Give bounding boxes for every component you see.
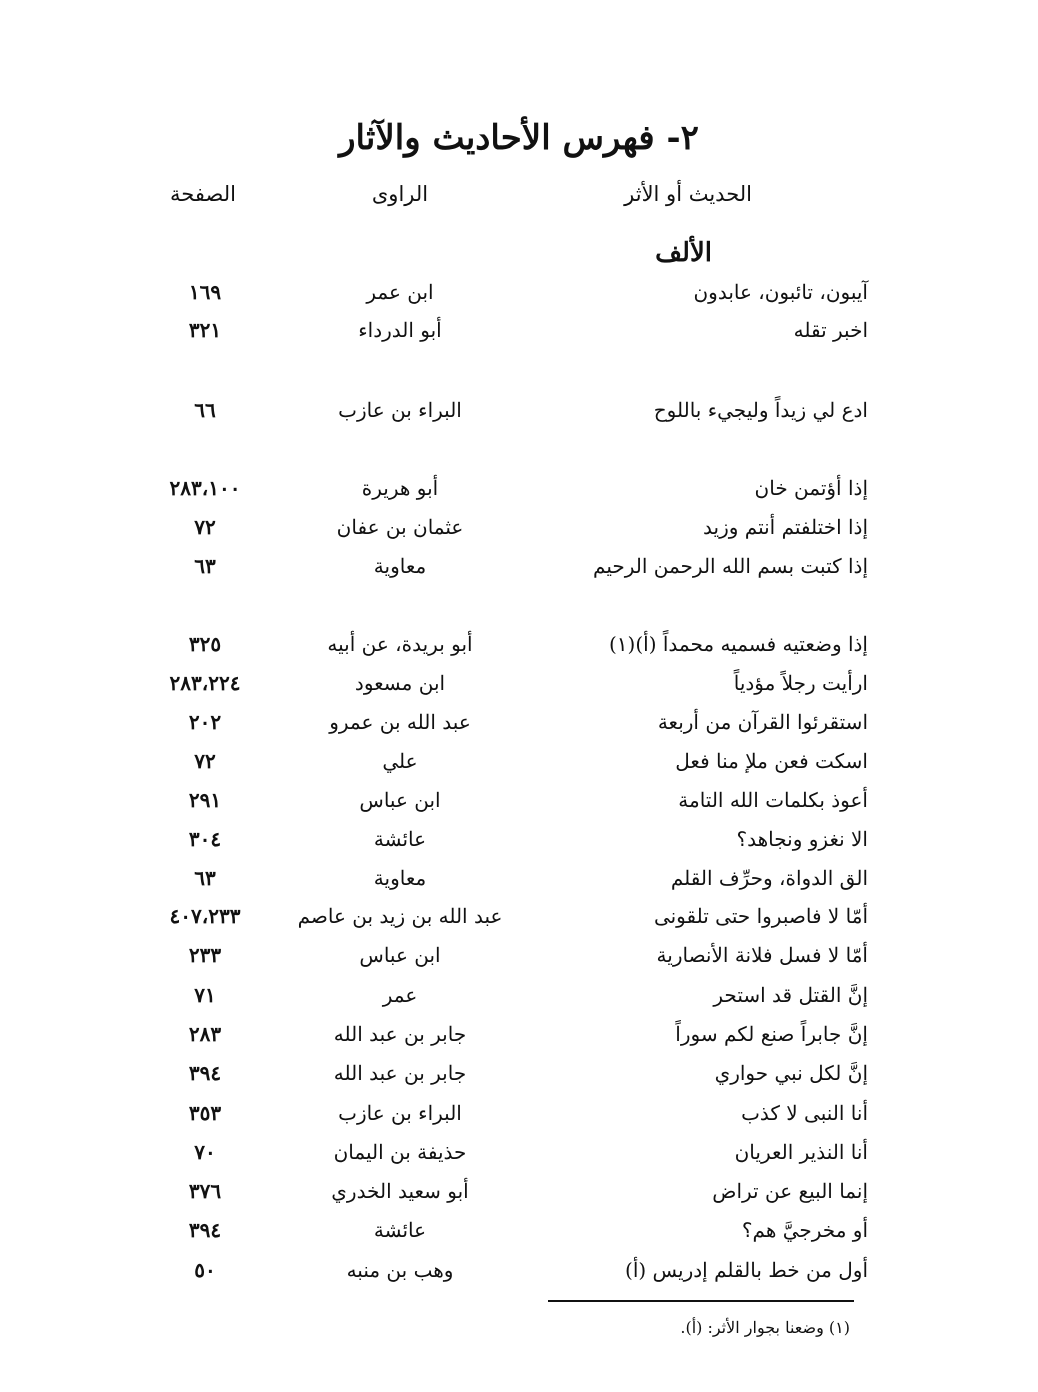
hadith-text: الق الدواة، وحرِّف القلم xyxy=(670,866,868,890)
table-row xyxy=(0,710,1038,744)
hadith-text: آيبون، تائبون، عابدون xyxy=(693,280,868,304)
table-row xyxy=(0,1179,1038,1213)
rawi-name: أبو هريرة xyxy=(361,476,439,500)
table-row xyxy=(0,515,1038,549)
page-number: ١٦٩ xyxy=(188,280,222,304)
rawi-name: أبو الدرداء xyxy=(358,318,442,342)
rawi-name: عبد الله بن زيد بن عاصم xyxy=(297,904,503,928)
hadith-text: اسكت فعن ملإ منا فعل xyxy=(675,749,868,773)
page-number: ٢٠٢ xyxy=(188,710,222,734)
page-number: ٦٦ xyxy=(194,398,216,422)
table-row xyxy=(0,1101,1038,1135)
hadith-text: اخبر تقله xyxy=(793,318,868,342)
page-number: ٣٩٤ xyxy=(188,1061,222,1085)
table-row xyxy=(0,983,1038,1017)
page-number: ٣٢٥ xyxy=(188,632,222,656)
hadith-text: إذا كتبت بسم الله الرحمن الرحيم xyxy=(593,554,868,578)
hadith-text: إذا وضعتيه فسميه محمداً (أ)(١) xyxy=(608,632,868,656)
rawi-name: ابن عمر xyxy=(366,280,434,304)
hadith-text: إذا اختلفتم أنتم وزيد xyxy=(703,515,868,539)
hadith-text: أمّا لا فسل فلانة الأنصارية xyxy=(656,943,868,967)
hadith-text: إنَّ جابراً صنع لكم سوراً xyxy=(675,1022,868,1046)
table-row xyxy=(0,904,1038,938)
rawi-name: البراء بن عازب xyxy=(338,398,462,422)
table-row xyxy=(0,943,1038,977)
hadith-text: أو مخرجيَّ هم؟ xyxy=(741,1218,868,1242)
section-heading: الألف xyxy=(655,238,712,268)
table-row xyxy=(0,671,1038,705)
footnote-rule xyxy=(548,1300,854,1302)
page-number: ٣٠٤ xyxy=(188,827,222,851)
rawi-name: أبو سعيد الخدري xyxy=(331,1179,469,1203)
table-row xyxy=(0,554,1038,588)
rawi-name: جابر بن عبد الله xyxy=(333,1061,467,1085)
table-row xyxy=(0,632,1038,666)
table-row xyxy=(0,866,1038,900)
hadith-text: ارأيت رجلاً مؤدياً xyxy=(733,671,868,695)
footnote: (١) وضعنا بجوار الأثر: (أ). xyxy=(680,1318,850,1337)
page-number: ٧١ xyxy=(194,983,216,1007)
column-header-page: الصفحة xyxy=(170,182,236,206)
page-number: ٧٢ xyxy=(194,749,216,773)
hadith-text: إذا أؤتمن خان xyxy=(754,476,868,500)
table-row xyxy=(0,827,1038,861)
table-row xyxy=(0,1061,1038,1095)
hadith-text: أنا النبى لا كذب xyxy=(741,1101,868,1125)
rawi-name: البراء بن عازب xyxy=(338,1101,462,1125)
table-row xyxy=(0,788,1038,822)
page-number: ٢٣٣ xyxy=(188,943,222,967)
table-row xyxy=(0,1022,1038,1056)
hadith-text: إنما البيع عن تراض xyxy=(712,1179,868,1203)
hadith-text: إنَّ لكل نبي حواري xyxy=(714,1061,868,1085)
table-row xyxy=(0,1218,1038,1252)
table-row xyxy=(0,1140,1038,1174)
hadith-text: الا نغزو ونجاهد؟ xyxy=(736,827,868,851)
hadith-text: إنَّ القتل قد استحر xyxy=(713,983,868,1007)
hadith-text: أول من خط بالقلم إدريس (أ) xyxy=(625,1258,868,1282)
rawi-name: ابن عباس xyxy=(359,943,441,967)
rawi-name: ابن عباس xyxy=(359,788,441,812)
table-row xyxy=(0,476,1038,510)
page-number: ٣٧٦ xyxy=(188,1179,222,1203)
page-number: ٧٠ xyxy=(194,1140,216,1164)
rawi-name: حذيفة بن اليمان xyxy=(333,1140,467,1164)
table-row xyxy=(0,318,1038,352)
page-number: ٤٠٧،٢٣٣ xyxy=(169,904,241,928)
rawi-name: معاوية xyxy=(373,554,427,578)
page-number: ٦٣ xyxy=(194,866,216,890)
page-number: ٢٨٣،١٠٠ xyxy=(169,476,241,500)
page-number: ٢٩١ xyxy=(188,788,222,812)
table-row xyxy=(0,1258,1038,1292)
column-header-rawi: الراوى xyxy=(371,182,429,206)
table-row xyxy=(0,749,1038,783)
rawi-name: جابر بن عبد الله xyxy=(333,1022,467,1046)
page-title: ٢- فهرس الأحاديث والآثار xyxy=(339,118,699,158)
hadith-text: ادع لي زيداً وليجيء باللوح xyxy=(653,398,868,422)
rawi-name: عثمان بن عفان xyxy=(336,515,464,539)
page-number: ٢٨٣ xyxy=(188,1022,222,1046)
rawi-name: علي xyxy=(382,749,418,773)
table-row xyxy=(0,280,1038,314)
page-number: ٣٩٤ xyxy=(188,1218,222,1242)
page-number: ٦٣ xyxy=(194,554,216,578)
page-number: ٧٢ xyxy=(194,515,216,539)
rawi-name: عبد الله بن عمرو xyxy=(329,710,471,734)
table-row xyxy=(0,398,1038,432)
hadith-text: أنا النذير العريان xyxy=(734,1140,868,1164)
page-number: ٣٢١ xyxy=(188,318,222,342)
page-number: ٢٨٣،٢٢٤ xyxy=(169,671,241,695)
hadith-text: أمّا لا فاصبروا حتى تلقونى xyxy=(653,904,868,928)
rawi-name: معاوية xyxy=(373,866,427,890)
rawi-name: وهب بن منبه xyxy=(346,1258,454,1282)
column-header-hadith: الحديث أو الأثر xyxy=(624,182,752,206)
rawi-name: ابن مسعود xyxy=(354,671,446,695)
page-number: ٥٠ xyxy=(194,1258,216,1282)
rawi-name: أبو بريدة، عن أبيه xyxy=(327,632,473,656)
rawi-name: عائشة xyxy=(373,1218,427,1242)
hadith-text: استقرئوا القرآن من أربعة xyxy=(657,710,868,734)
rawi-name: عائشة xyxy=(373,827,427,851)
rawi-name: عمر xyxy=(382,983,418,1007)
hadith-text: أعوذ بكلمات الله التامة xyxy=(678,788,868,812)
page-number: ٣٥٣ xyxy=(188,1101,222,1125)
